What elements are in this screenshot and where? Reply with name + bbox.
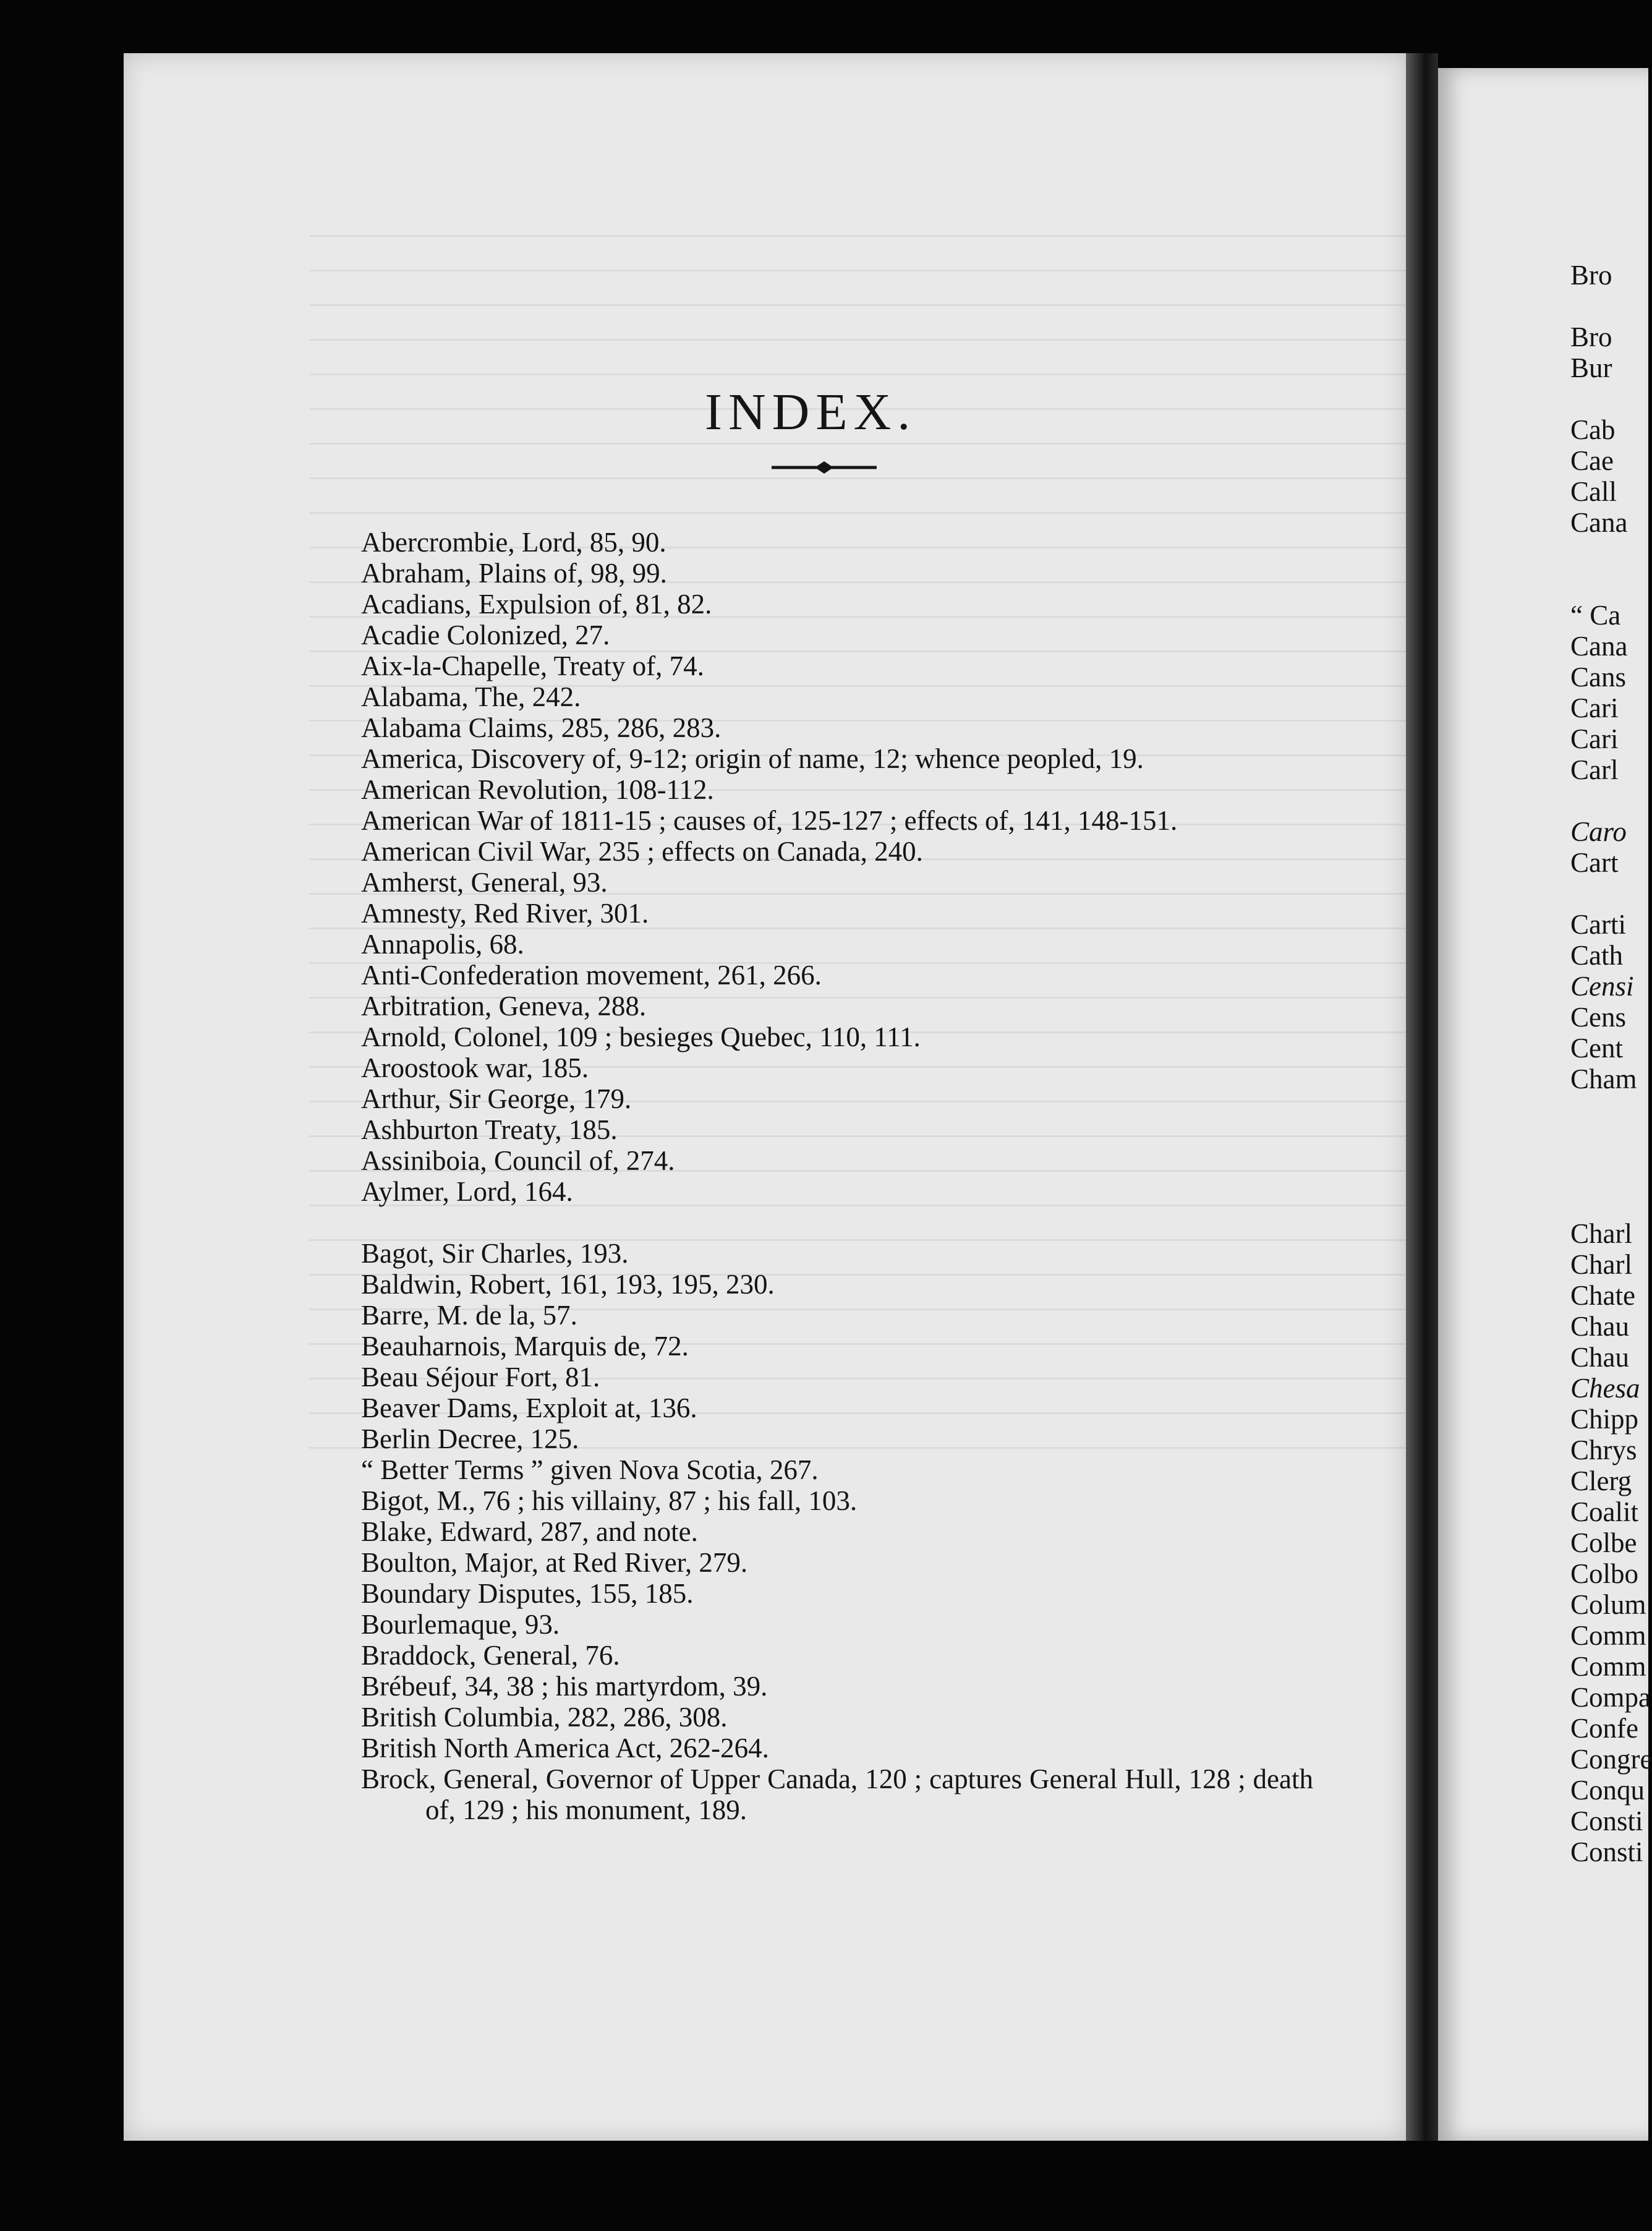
- title-ornament: [772, 460, 877, 475]
- index-entry: British Columbia, 282, 286, 308.: [361, 1702, 728, 1733]
- index-entry: American Civil War, 235 ; effects on Canada, 240.: [361, 836, 923, 867]
- index-entry: Barre, M. de la, 57.: [361, 1300, 577, 1331]
- index-entry: Amnesty, Red River, 301.: [361, 898, 649, 929]
- index-entry: Arbitration, Geneva, 288.: [361, 991, 647, 1022]
- index-entry: Abercrombie, Lord, 85, 90.: [361, 527, 666, 558]
- right-page-entry: [1570, 785, 1652, 816]
- book-gutter: [1406, 53, 1438, 2141]
- index-entry: Bagot, Sir Charles, 193.: [361, 1238, 629, 1269]
- index-entry: Arthur, Sir George, 179.: [361, 1083, 632, 1114]
- index-entry: Brock, General, Governor of Upper Canada, 120 ; captures General Hull, 128 ; death of, 129 ; his monument, 189.: [361, 1764, 1313, 1825]
- index-entry: Ashburton Treaty, 185.: [361, 1114, 618, 1145]
- index-entry: Beau Séjour Fort, 81.: [361, 1362, 600, 1393]
- right-page-entry: Cens: [1570, 1002, 1626, 1033]
- index-entry: Amherst, General, 93.: [361, 867, 608, 898]
- right-page-entry: Chau: [1570, 1311, 1629, 1342]
- right-page-entry: Confe: [1570, 1713, 1638, 1744]
- index-entry: Aix-la-Chapelle, Treaty of, 74.: [361, 651, 704, 681]
- right-page-entry: Congre: [1570, 1744, 1652, 1775]
- right-page-entry: [1570, 1094, 1652, 1125]
- index-entry: Annapolis, 68.: [361, 929, 524, 960]
- index-entry: Braddock, General, 76.: [361, 1640, 620, 1671]
- index-entry: “ Better Terms ” given Nova Scotia, 267.: [361, 1454, 819, 1485]
- right-page-entry: Censi: [1570, 971, 1634, 1002]
- index-entry: Baldwin, Robert, 161, 193, 195, 230.: [361, 1269, 775, 1300]
- right-page-entry: Chate: [1570, 1280, 1635, 1311]
- right-page-entry: Colbo: [1570, 1558, 1639, 1589]
- index-entry: Blake, Edward, 287, and note.: [361, 1516, 698, 1547]
- right-page-entry: Cana: [1570, 507, 1628, 538]
- right-page-entry: Conqu: [1570, 1775, 1645, 1806]
- right-page-entry: Caro: [1570, 816, 1627, 847]
- right-page-entry: Cath: [1570, 940, 1623, 971]
- index-entry: America, Discovery of, 9-12; origin of name, 12; whence peopled, 19.: [361, 743, 1144, 774]
- right-page-entry: “ Ca: [1570, 600, 1621, 631]
- index-entry: American Revolution, 108-112.: [361, 774, 714, 805]
- right-page-entry: Call: [1570, 476, 1617, 507]
- right-page-entry: Carl: [1570, 754, 1619, 785]
- index-entry: Beauharnois, Marquis de, 72.: [361, 1331, 689, 1362]
- right-page-entry: Charl: [1570, 1249, 1632, 1280]
- index-entry: Arnold, Colonel, 109 ; besieges Quebec, 110, 111.: [361, 1022, 921, 1052]
- right-page-entry: Clerg: [1570, 1465, 1632, 1496]
- index-entry: Berlin Decree, 125.: [361, 1423, 579, 1454]
- index-entry: Boulton, Major, at Red River, 279.: [361, 1547, 748, 1578]
- index-entry: British North America Act, 262-264.: [361, 1733, 769, 1764]
- right-page-entry: Compa: [1570, 1682, 1651, 1713]
- right-page-entry: Cari: [1570, 723, 1619, 754]
- index-entry: Boundary Disputes, 155, 185.: [361, 1578, 694, 1609]
- right-page-entry: [1570, 383, 1652, 414]
- index-entry: Aroostook war, 185.: [361, 1052, 589, 1083]
- index-entry: Bigot, M., 76 ; his villainy, 87 ; his fall, 103.: [361, 1485, 858, 1516]
- right-page-entry: Coalit: [1570, 1496, 1638, 1527]
- index-entry: Brébeuf, 34, 38 ; his martyrdom, 39.: [361, 1671, 768, 1702]
- index-entry: Acadie Colonized, 27.: [361, 620, 610, 651]
- index-entry: Aylmer, Lord, 164.: [361, 1176, 573, 1207]
- right-page-entry: Consti: [1570, 1836, 1643, 1867]
- right-page-entry: Cae: [1570, 445, 1614, 476]
- index-entry: Anti-Confederation movement, 261, 266.: [361, 960, 822, 991]
- right-page-entry: Chipp: [1570, 1404, 1639, 1435]
- right-page-entry: Colbe: [1570, 1527, 1637, 1558]
- right-page-entry: Cab: [1570, 414, 1616, 445]
- right-page-entry: [1570, 1125, 1652, 1156]
- right-page-entry: Bur: [1570, 352, 1612, 383]
- right-page-entry: [1570, 538, 1652, 569]
- right-page-entry: Cana: [1570, 631, 1628, 662]
- index-entry: Abraham, Plains of, 98, 99.: [361, 558, 667, 589]
- right-page-entry: Carti: [1570, 909, 1626, 940]
- page-title: INDEX.: [705, 383, 917, 441]
- right-page-entry: Cham: [1570, 1064, 1637, 1094]
- index-entry: Acadians, Expulsion of, 81, 82.: [361, 589, 712, 620]
- right-page-entry: Consti: [1570, 1806, 1643, 1836]
- right-page-entry: Cans: [1570, 662, 1626, 693]
- index-entry: Assiniboia, Council of, 274.: [361, 1145, 675, 1176]
- right-page-entry: Bro: [1570, 322, 1612, 352]
- right-page-entry: Chrys: [1570, 1435, 1637, 1465]
- right-page-entry: Colum: [1570, 1589, 1646, 1620]
- right-page-entry: Chesa: [1570, 1373, 1640, 1404]
- index-entries: [361, 527, 1313, 1825]
- right-page-entry: [1570, 291, 1652, 322]
- index-entry: American War of 1811-15 ; causes of, 125-127 ; effects of, 141, 148-151.: [361, 805, 1178, 836]
- right-page-entry: Cari: [1570, 693, 1619, 723]
- index-entry: Bourlemaque, 93.: [361, 1609, 560, 1640]
- entry-gap: [361, 1207, 1313, 1238]
- right-page-entry: [1570, 1156, 1652, 1187]
- right-page-entry: Bro: [1570, 260, 1612, 291]
- right-page-entry: [1570, 1187, 1652, 1218]
- right-page-entries: [1570, 260, 1652, 1867]
- right-page-entry: Chau: [1570, 1342, 1629, 1373]
- index-entry: Alabama Claims, 285, 286, 283.: [361, 712, 722, 743]
- right-page-entry: [1570, 878, 1652, 909]
- right-page-entry: [1570, 569, 1652, 600]
- right-page-entry: Comm: [1570, 1651, 1646, 1682]
- right-page-entry: Cart: [1570, 847, 1619, 878]
- index-entry: Beaver Dams, Exploit at, 136.: [361, 1393, 697, 1423]
- right-page-entry: Comm: [1570, 1620, 1646, 1651]
- right-page-entry: Cent: [1570, 1033, 1623, 1064]
- right-page-entry: Charl: [1570, 1218, 1632, 1249]
- index-entry: Alabama, The, 242.: [361, 681, 581, 712]
